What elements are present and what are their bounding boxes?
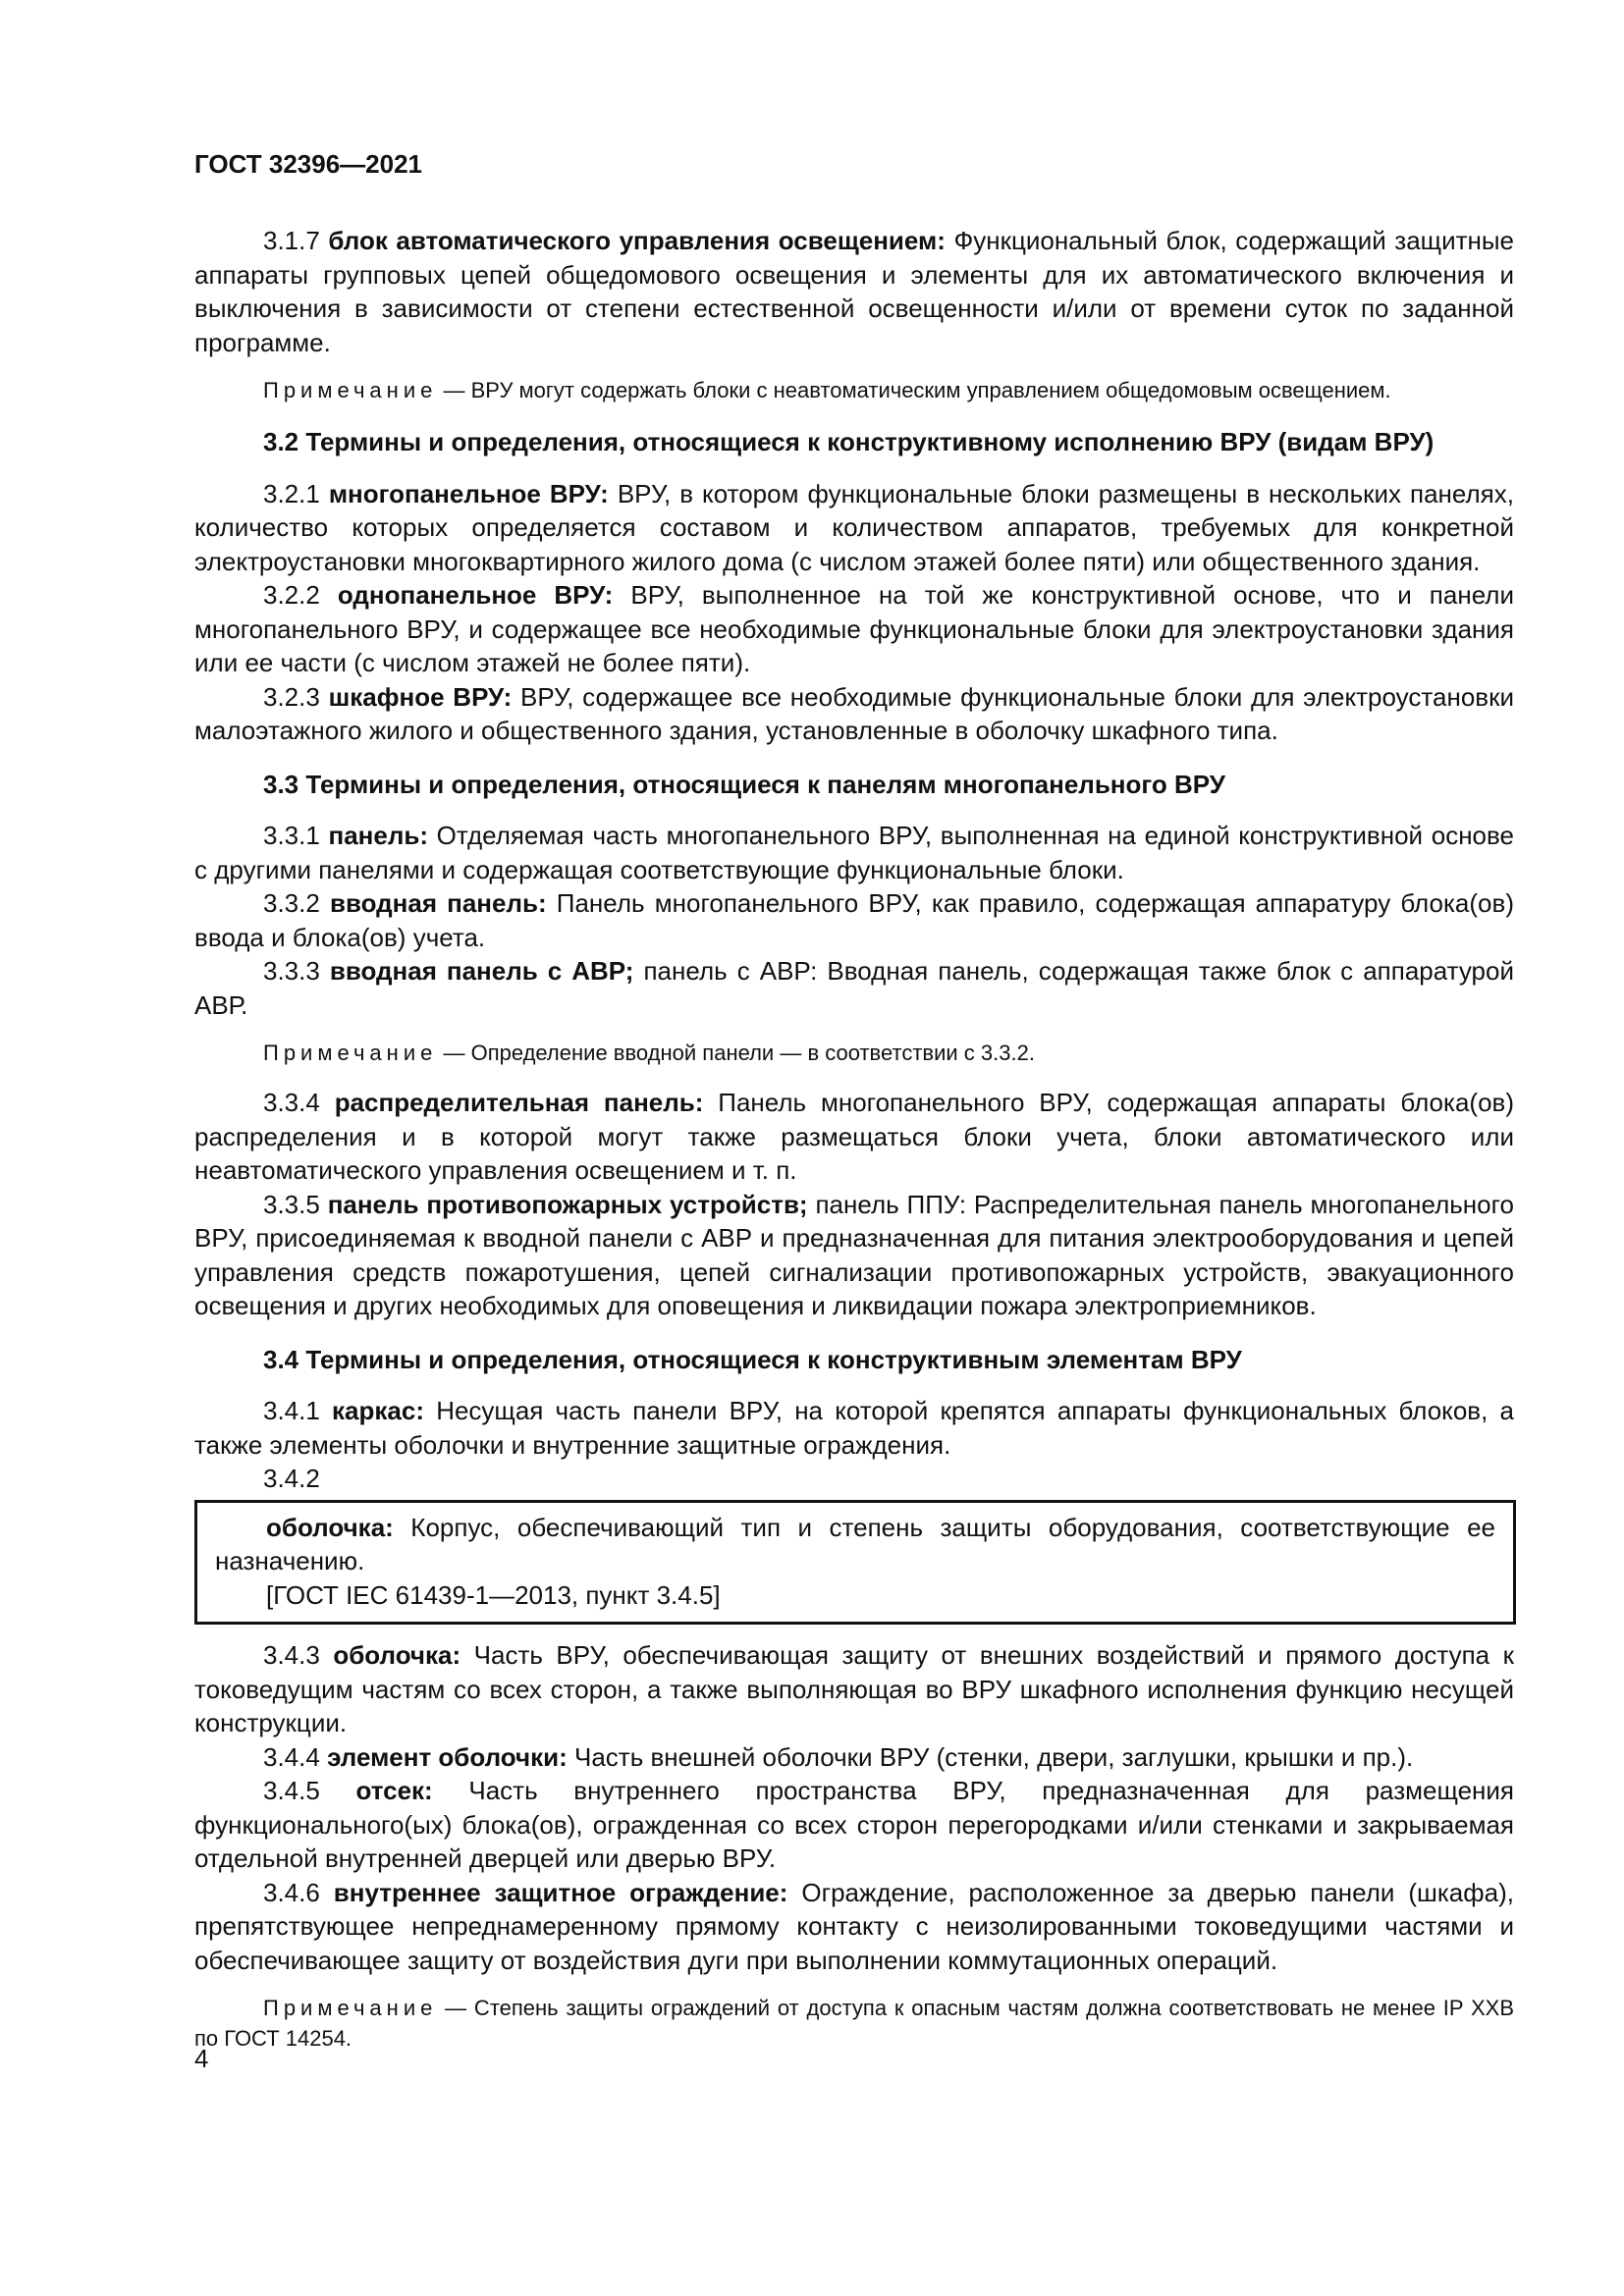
term-definition: Ограждение, расположенное за дверью панели (шкафа), препятствующее непреднамеренному прямому контакту с неизолированными токоведущими частями и обеспечивающее защиту от воздействия дуги при выполнении коммутационных операций. [194, 1877, 1515, 1975]
note-3-1-7 [194, 375, 1514, 405]
term-3-3-3 [194, 954, 1514, 1022]
term-name: шкафное ВРУ: [328, 681, 513, 712]
term-3-4-2-number: 3.4.2 [263, 1464, 320, 1493]
term-3-4-6 [194, 1876, 1514, 1978]
term-name: распределительная панель: [334, 1088, 704, 1117]
term-name: панель: [328, 821, 428, 850]
term-number: 3.3.1 [263, 821, 320, 850]
term-definition: Часть внешней оболочки ВРУ (стенки, двери, заглушки, крышки и пр.). [574, 1741, 1414, 1772]
note-text: — Степень защиты ограждений от доступа к опасным частям должна соответствовать не менее IP XXB по ГОСТ 14254. [194, 1996, 1514, 2051]
term-3-3-1 [194, 819, 1514, 886]
term-3-3-4 [194, 1086, 1514, 1188]
note-label: Примечание [263, 1996, 438, 2020]
term-name: элемент оболочки: [327, 1741, 568, 1772]
term-3-4-1 [194, 1394, 1514, 1462]
document-code-header: ГОСТ 32396—2021 [194, 149, 422, 179]
note-label: Примечание [263, 378, 438, 402]
term-name: многопанельное ВРУ: [328, 478, 609, 508]
term-number: 3.2.3 [263, 681, 320, 712]
term-number: 3.1.7 [263, 226, 320, 255]
note-3-3-3 [194, 1038, 1514, 1068]
note-text: — Определение вводной панели — в соответствии с 3.3.2. [443, 1041, 1035, 1065]
term-3-4-3 [194, 1638, 1514, 1740]
term-definition: панель ППУ: Распределительная панель многопанельного ВРУ, присоединяемая к вводной панели с АВР и предназначенная для питания электрооборудования и цепей управления средств пожаротушения, цепей сигнализации противопожарных устройств, эвакуационного освещения и других необходимых для оповещения и ликвидации пожара электроприемников. [194, 1189, 1514, 1320]
note-3-4-6 [194, 1993, 1514, 2054]
term-definition: ВРУ, содержащее все необходимые функциональные блоки для электроустановки малоэтажного жилого и общественного здания, установленные в оболочку шкафного типа. [194, 681, 1514, 745]
term-definition: Часть внутреннего пространства ВРУ, предназначенная для размещения функционального(ых) блока(ов), огражденная со всех сторон перегородками и/или стенками и закрываемая отдельной внутренней дверцей или дверью ВРУ. [194, 1776, 1514, 1873]
term-3-4-4 [194, 1740, 1514, 1775]
term-3-2-1 [194, 477, 1514, 579]
section-heading-3-2: 3.2 Термины и определения, относящиеся к конструктивному исполнению ВРУ (видам ВРУ) [263, 427, 1435, 456]
term-definition: Функциональный блок, содержащий защитные аппараты групповых цепей общедомового освещения и элементы для их автоматического включения и выключения в зависимости от степени естественной освещенности и/или от времени суток по заданной программе. [194, 226, 1514, 357]
term-name: вводная панель с АВР; [329, 956, 634, 986]
note-label: Примечание [263, 1041, 438, 1065]
term-name: внутреннее защитное ограждение: [333, 1877, 788, 1907]
term-number: 3.3.3 [263, 956, 320, 986]
term-3-2-3 [194, 680, 1514, 748]
term-number: 3.3.4 [263, 1088, 320, 1117]
document-body [194, 224, 1514, 2071]
term-definition: ВРУ, в котором функциональные блоки размещены в нескольких панелях, количество которых определяется составом и количеством аппаратов, требуемых для конкретной электроустановки многоквартирного жилого дома (с числом этажей более пяти) или общественного здания. [194, 478, 1514, 576]
page-number: 4 [194, 2044, 209, 2073]
term-number: 3.3.2 [263, 888, 320, 918]
section-heading-3-4: 3.4 Термины и определения, относящиеся к конструктивным элементам ВРУ [263, 1344, 1242, 1374]
term-3-4-2 [215, 1511, 1495, 1578]
term-number: 3.4.5 [263, 1776, 320, 1805]
term-definition: ВРУ, выполненное на той же конструктивной основе, что и панели многопанельного ВРУ, и содержащее все необходимые функциональные блоки для электроустановки здания или ее части (с числом этажей не более пяти). [194, 580, 1514, 677]
term-3-2-2 [194, 578, 1514, 680]
term-name: однопанельное ВРУ: [337, 580, 614, 610]
term-3-3-2 [194, 886, 1514, 954]
note-text: — ВРУ могут содержать блоки с неавтоматическим управлением общедомовым освещением. [443, 378, 1391, 402]
term-3-1-7 [194, 224, 1514, 359]
term-number: 3.4.3 [263, 1640, 320, 1670]
term-definition: Панель многопанельного ВРУ, содержащая аппараты блока(ов) распределения и в которой могут также размещаться блоки учета, блоки автоматического или неавтоматического управления освещением и т. п. [194, 1088, 1514, 1185]
term-definition: панель с АВР: Вводная панель, содержащая также блок с аппаратурой АВР. [194, 956, 1514, 1020]
term-number: 3.3.5 [263, 1189, 320, 1219]
cited-definition-frame [194, 1500, 1516, 1626]
term-name: вводная панель: [329, 888, 547, 918]
section-heading-3-3: 3.3 Термины и определения, относящиеся к панелям многопанельного ВРУ [263, 769, 1225, 799]
term-name: панель противопожарных устройств; [327, 1189, 808, 1219]
term-name: отсек: [355, 1776, 433, 1805]
term-name: оболочка: [266, 1512, 394, 1542]
term-3-3-5 [194, 1188, 1514, 1323]
term-number: 3.4.4 [263, 1741, 320, 1772]
term-definition: Панель многопанельного ВРУ, как правило, содержащая аппаратуру блока(ов) ввода и блока(ов) учета. [194, 888, 1514, 952]
term-number: 3.4.6 [263, 1877, 320, 1907]
cited-source: [ГОСТ IEC 61439-1—2013, пункт 3.4.5] [266, 1579, 721, 1610]
term-number: 3.2.2 [263, 580, 320, 610]
term-3-4-5 [194, 1774, 1514, 1876]
term-number: 3.4.1 [263, 1396, 320, 1425]
term-name: каркас: [332, 1396, 424, 1425]
term-definition: Отделяемая часть многопанельного ВРУ, выполненная на единой конструктивной основе с другими панелями и содержащая соответствующие функциональные блоки. [194, 821, 1514, 884]
term-definition: Несущая часть панели ВРУ, на которой крепятся аппараты функциональных блоков, а также элементы оболочки и внутренние защитные ограждения. [194, 1396, 1514, 1460]
term-name: блок автоматического управления освещением: [328, 226, 946, 255]
term-name: оболочка: [333, 1640, 461, 1670]
term-definition: Часть ВРУ, обеспечивающая защиту от внешних воздействий и прямого доступа к токоведущим частям со всех сторон, а также выполняющая во ВРУ шкафного исполнения функцию несущей конструкции. [194, 1640, 1514, 1737]
term-number: 3.2.1 [263, 478, 320, 508]
term-definition: Корпус, обеспечивающий тип и степень защиты оборудования, соответствующие ее назначению. [215, 1512, 1495, 1575]
